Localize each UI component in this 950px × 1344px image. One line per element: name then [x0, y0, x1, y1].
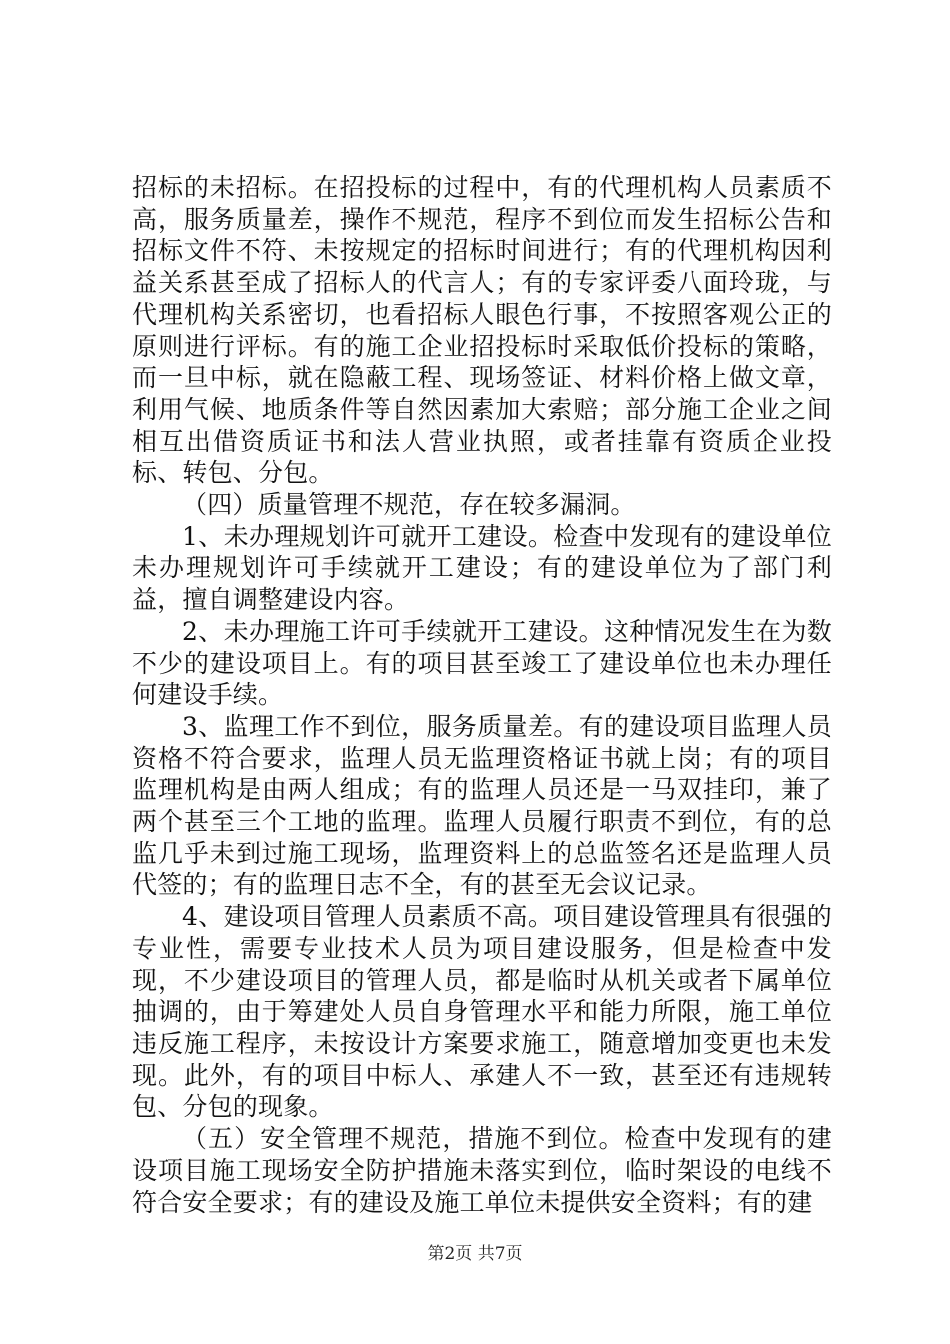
paragraph-item-4: 4、建设项目管理人员素质不高。项目建设管理具有很强的专业性，需要专业技术人员为项目建设服务，但是检查中发现，不少建设项目的管理人员，都是临时从机关或者下属单位抽调的，由于筹建处人员自身管理水平和能力所限，施工单位违反施工程序，未按设计方案要求施工，随意增加变更也未发现。此外，有的项目中标人、承建人不一致，甚至还有违规转包、分包的现象。 — [132, 902, 832, 1122]
section-heading-five: （五）安全管理不规范，措施不到位。检查中发现有的建设项目施工现场安全防护措施未落实到位，临时架设的电线不符合安全要求；有的建设及施工单位未提供安全资料；有的建 — [132, 1124, 832, 1217]
document-body — [132, 172, 832, 1218]
paragraph-continuation: 招标的未招标。在招投标的过程中，有的代理机构人员素质不高，服务质量差，操作不规范，程序不到位而发生招标公告和招标文件不符、未按规定的招标时间进行；有的代理机构因利益关系甚至成了招标人的代言人；有的专家评委八面玲珑，与代理机构关系密切，也看招标人眼色行事，不按照客观公正的原则进行评标。有的施工企业招投标时采取低价投标的策略，而一旦中标，就在隐蔽工程、现场签证、材料价格上做文章，利用气候、地质条件等自然因素加大索赔；部分施工企业之间相互出借资质证书和法人营业执照，或者挂靠有资质企业投标、转包、分包。 — [132, 173, 832, 488]
paragraph-item-1: 1、未办理规划许可就开工建设。检查中发现有的建设单位未办理规划许可手续就开工建设；有的建设单位为了部门利益，擅自调整建设内容。 — [132, 521, 832, 615]
paragraph-item-2: 2、未办理施工许可手续就开工建设。这种情况发生在为数不少的建设项目上。有的项目甚至竣工了建设单位也未办理任何建设手续。 — [132, 616, 832, 710]
page-number-footer: 第2页 共7页 — [427, 1244, 523, 1264]
section-heading-four: （四）质量管理不规范，存在较多漏洞。 — [182, 490, 636, 520]
paragraph-item-3: 3、监理工作不到位，服务质量差。有的建设项目监理人员资格不符合要求，监理人员无监理资格证书就上岗；有的项目监理机构是由两人组成；有的监理人员还是一马双挂印，兼了两个甚至三个工地的监理。监理人员履行职责不到位，有的总监几乎未到过施工现场，监理资料上的总监签名还是监理人员代签的；有的监理日志不全，有的甚至无会议记录。 — [132, 711, 832, 900]
